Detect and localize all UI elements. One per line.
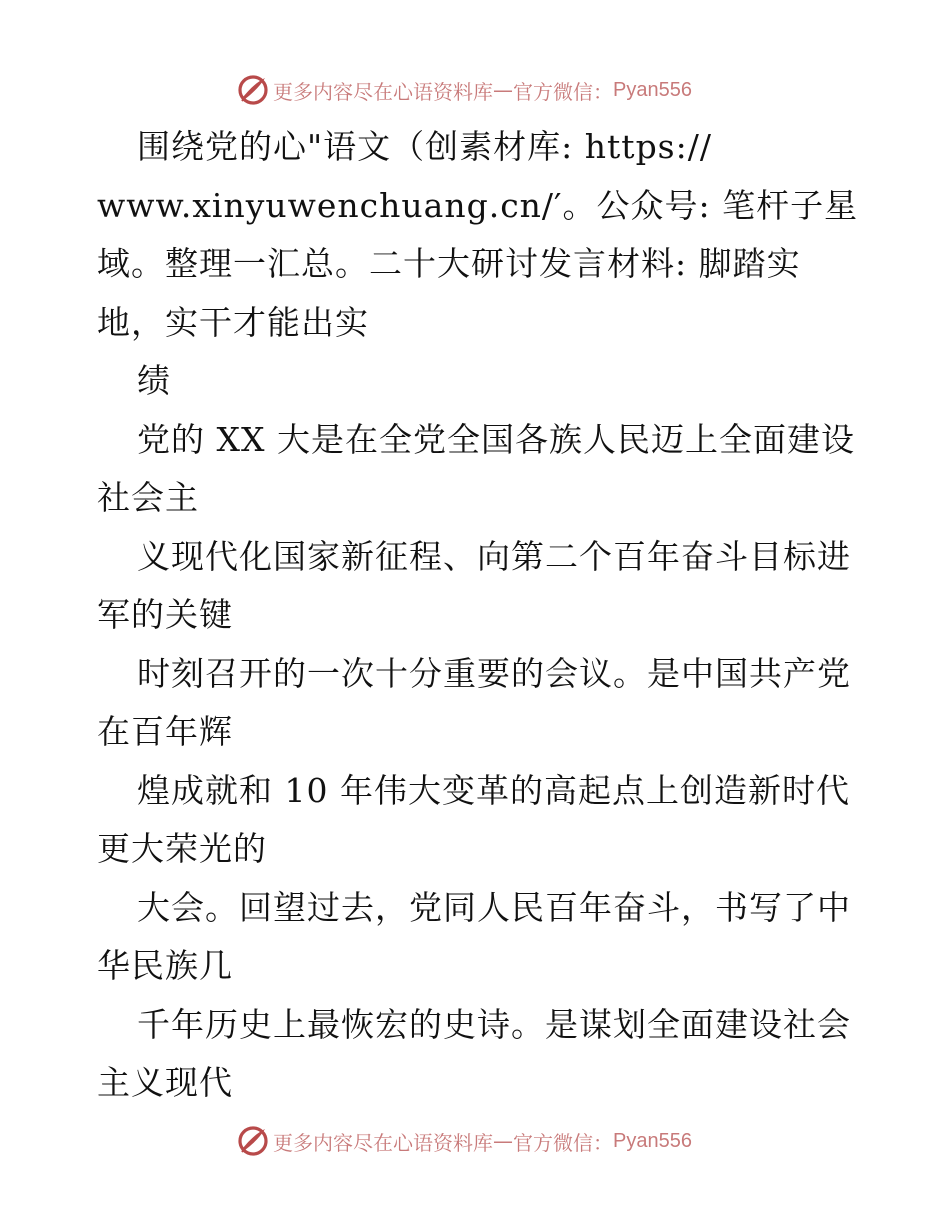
text-line: 煌成就和 10 年伟大变革的高起点上创造新时代 <box>137 770 850 810</box>
header-watermark <box>236 72 692 108</box>
quill-pen-logo-icon <box>236 1124 270 1158</box>
watermark-text: 更多内容尽在心语资料库 <box>273 79 493 104</box>
text-line: 大会。回望过去，党同人民百年奋斗，书写了中 <box>137 887 851 927</box>
watermark-wechat-label: 官方微信： <box>513 1130 613 1155</box>
text-line: 在百年辉 <box>97 712 233 751</box>
text-line: 主义现代 <box>97 1063 233 1102</box>
text-line: 域。整理一汇总。二十大研讨发言材料: 脚踏实 <box>97 244 801 283</box>
watermark-wechat-label: 官方微信： <box>513 79 613 104</box>
text-line: 时刻召开的一次十分重要的会议。是中国共产党 <box>137 653 851 693</box>
watermark-separator: — <box>493 1129 513 1153</box>
watermark-wechat-id: Pyan556 <box>613 1129 692 1152</box>
quill-pen-logo-icon <box>236 73 270 107</box>
text-line: 社会主 <box>97 478 199 517</box>
text-line: 党的 XX 大是在全党全国各族人民迈上全面建设 <box>137 419 855 459</box>
text-line: 绩 <box>137 361 171 400</box>
text-line: 华民族几 <box>97 946 233 985</box>
text-line: www.xinyuwenchuang.cn/′。公众号: 笔杆子星 <box>97 185 859 225</box>
text-line: 围绕党的心"语文（创素材库: https:// <box>137 127 712 166</box>
text-line: 义现代化国家新征程、向第二个百年奋斗目标进 <box>137 536 851 576</box>
text-line: 军的关键 <box>97 595 233 634</box>
document-body <box>97 118 857 1113</box>
watermark-wechat-id: Pyan556 <box>613 78 692 101</box>
text-line: 千年历史上最恢宏的史诗。是谋划全面建设社会 <box>137 1004 851 1044</box>
watermark-separator: — <box>493 78 513 102</box>
footer-watermark <box>236 1123 692 1159</box>
text-line: 地，实干才能出实 <box>97 302 369 342</box>
watermark-text: 更多内容尽在心语资料库 <box>273 1130 493 1155</box>
text-line: 更大荣光的 <box>97 829 267 868</box>
